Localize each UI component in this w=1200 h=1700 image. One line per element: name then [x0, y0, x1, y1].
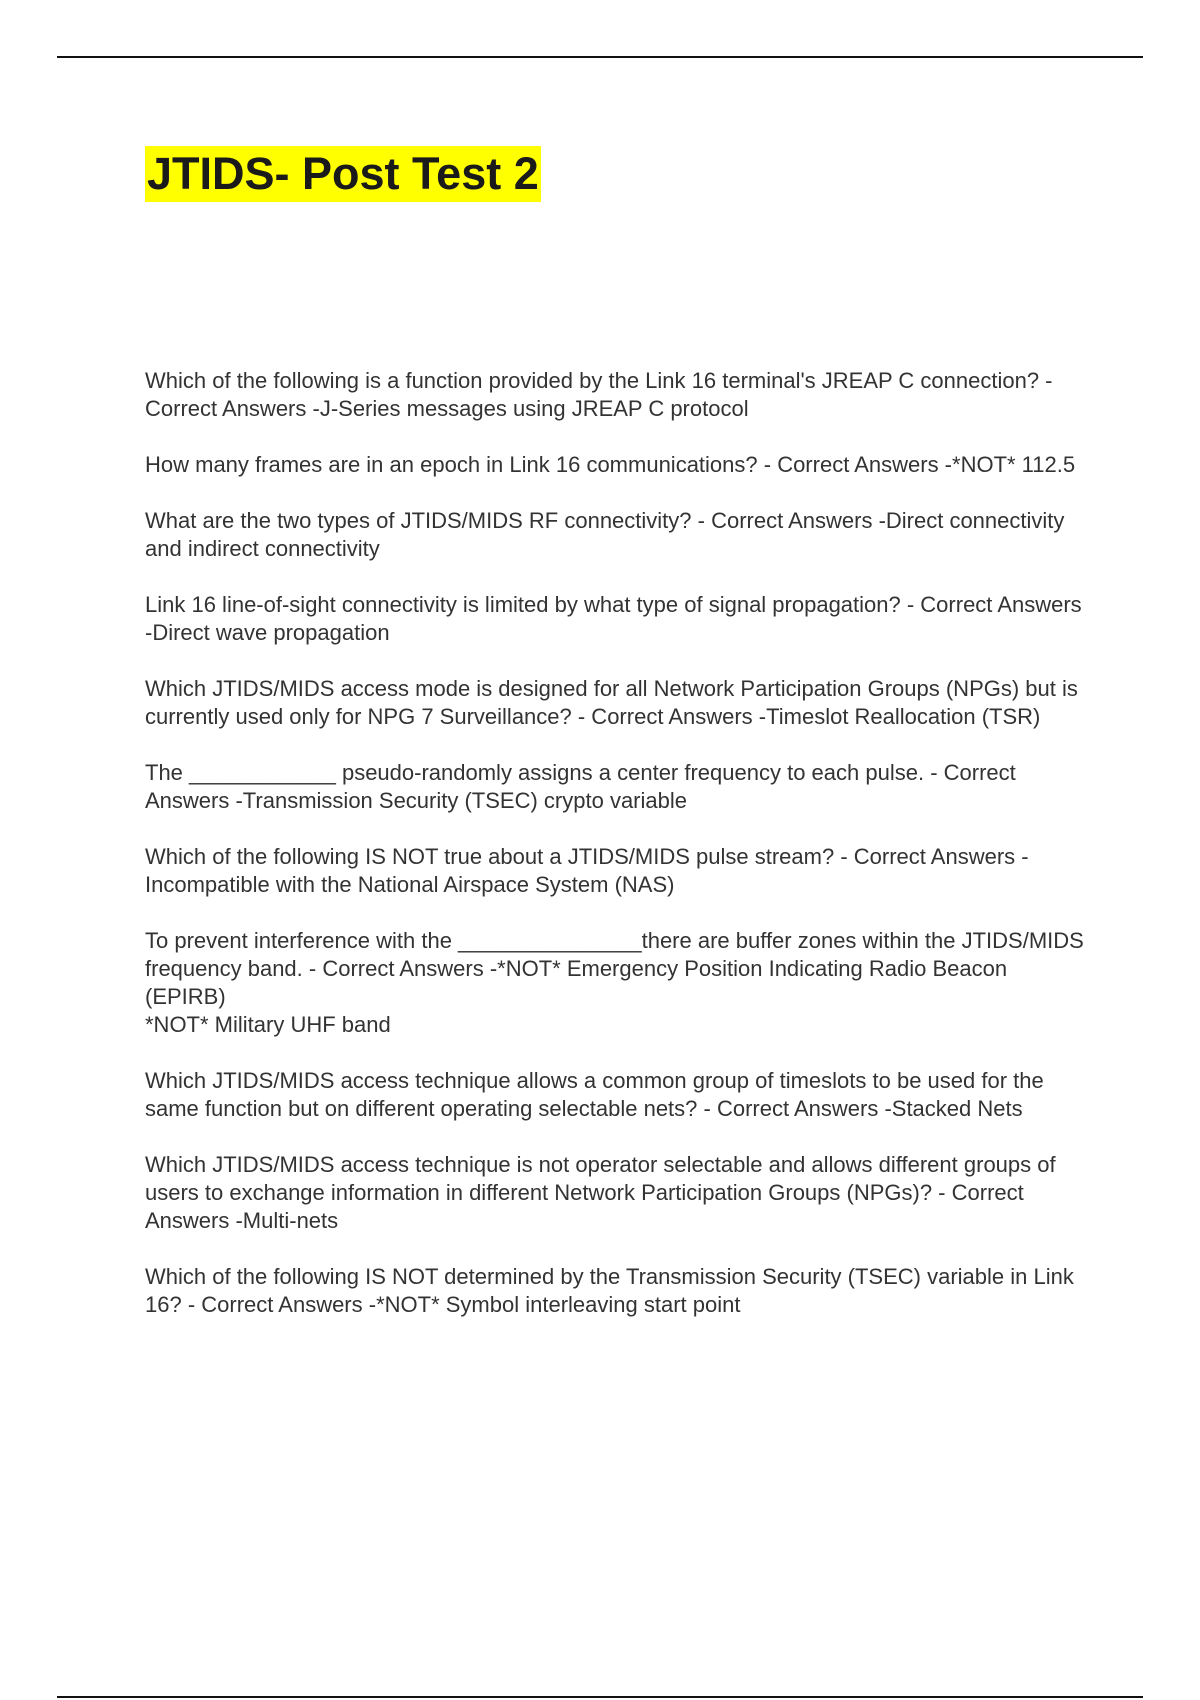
document-title: JTIDS- Post Test 2 [145, 146, 541, 202]
qa-item-7: Which of the following IS NOT true about a JTIDS/MIDS pulse stream? - Correct Answers -Incompatible with the National Airspace System (NAS) [145, 844, 1029, 897]
qa-item-9: Which JTIDS/MIDS access technique allows a common group of timeslots to be used for the same function but on different operating selectable nets? - Correct Answers -Stacked Nets [145, 1068, 1044, 1121]
qa-item-8: To prevent interference with the _______________there are buffer zones within the JTIDS/MIDS frequency band. - Correct Answers -*NOT* Emergency Position Indicating Radio Beacon (EPIRB) *NOT* Military UHF band [145, 928, 1084, 1037]
qa-item-5: Which JTIDS/MIDS access mode is designed for all Network Participation Groups (NPGs) but is currently used only for NPG 7 Surveillance? - Correct Answers -Timeslot Reallocation (TSR) [145, 676, 1078, 729]
top-rule [57, 56, 1143, 58]
qa-item-4: Link 16 line-of-sight connectivity is limited by what type of signal propagation? - Correct Answers -Direct wave propagation [145, 592, 1082, 645]
qa-item-3: What are the two types of JTIDS/MIDS RF connectivity? - Correct Answers -Direct connectivity and indirect connectivity [145, 508, 1065, 561]
bottom-rule [57, 1696, 1143, 1698]
qa-item-6: The ____________ pseudo-randomly assigns a center frequency to each pulse. - Correct Answers -Transmission Security (TSEC) crypto variable [145, 760, 1016, 813]
qa-item-2: How many frames are in an epoch in Link 16 communications? - Correct Answers -*NOT* 112.5 [145, 452, 1076, 477]
qa-item-10: Which JTIDS/MIDS access technique is not operator selectable and allows different groups of users to exchange information in different Network Participation Groups (NPGs)? - Correct Answers -Multi-nets [145, 1152, 1056, 1233]
qa-item-11: Which of the following IS NOT determined by the Transmission Security (TSEC) variable in Link 16? - Correct Answers -*NOT* Symbol interleaving start point [145, 1264, 1074, 1317]
question-answer-list [145, 367, 1085, 1347]
qa-item-1: Which of the following is a function provided by the Link 16 terminal's JREAP C connection? - Correct Answers -J-Series messages using JREAP C protocol [145, 368, 1053, 421]
